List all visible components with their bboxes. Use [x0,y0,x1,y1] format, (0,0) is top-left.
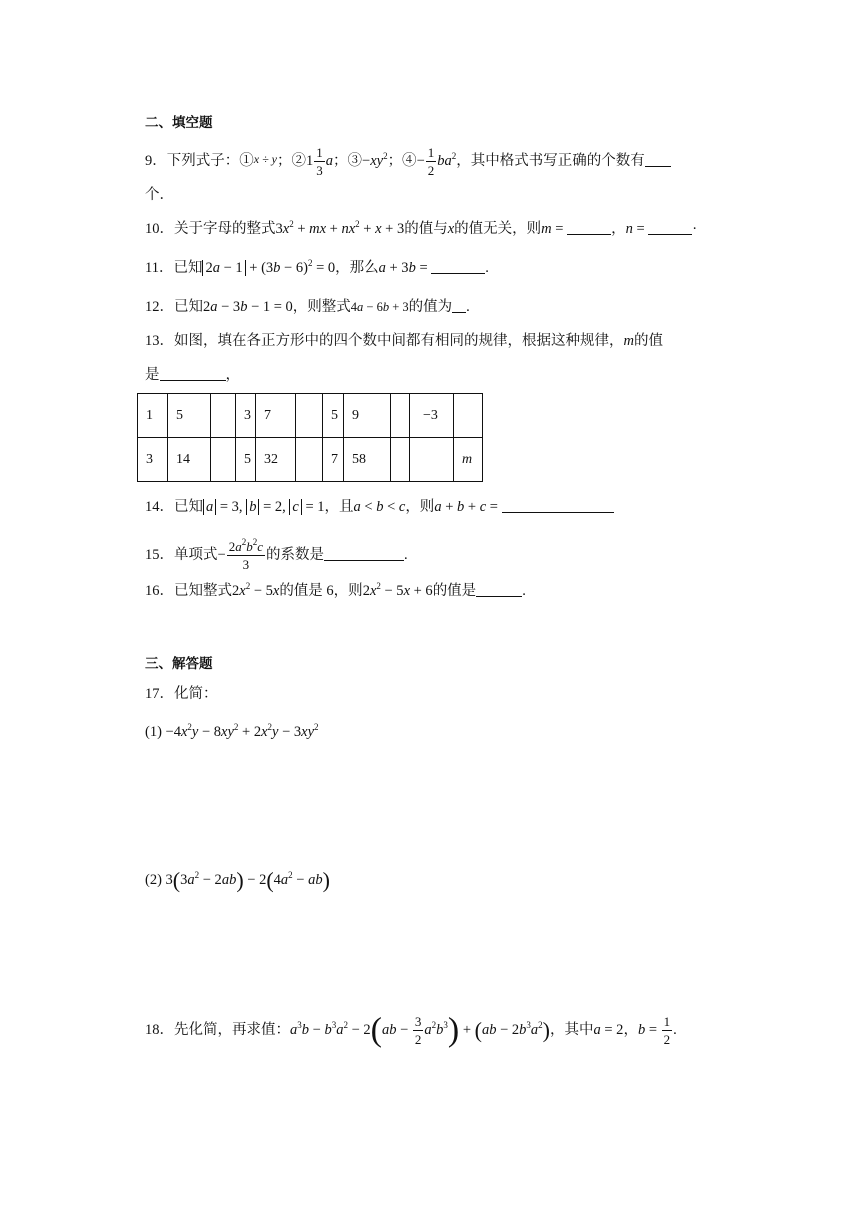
table-cell: 5 [168,394,211,438]
answer-blank [476,582,522,597]
answer-blank [645,152,671,167]
answer-blank [160,366,226,381]
table-cell [211,438,236,482]
table-cell: 5 [236,438,256,482]
answer-blank [452,298,466,313]
table-cell [211,394,236,438]
table-row [138,438,483,482]
table-cell: 1 [138,394,168,438]
table-cell: 3 [138,438,168,482]
section-heading-fill-in: 二、填空题 [145,115,213,131]
table-cell [296,438,323,482]
question-10: 10．关于字母的整式$3x^2$ + mx + $nx^2 + x + 3$的值与x的值无关，则m = ，n = · [145,219,698,237]
question-15: 15．单项式− $\frac{2a^2b^2c}{3}$ 的系数是 . [145,537,408,572]
table-cell: 7 [256,394,296,438]
answer-blank-m [567,220,611,235]
table-cell: −3 [410,394,454,438]
question-17-part1: $(1) -4x^2y - 8xy^2 + 2x^2y - 3xy^2$ [145,722,319,740]
table-cell: 9 [344,394,391,438]
table-cell [296,394,323,438]
question-13-line2: 是 ， [145,367,240,383]
table-cell: 14 [168,438,211,482]
section-heading-answer: 三、解答题 [145,656,213,672]
answer-blank [431,259,485,274]
question-11: 11．已知 $2a - 1 + (3b - 6)^2 = 0$，那么a + 3b = . [145,258,489,276]
table-cell: m [454,438,483,482]
question-14: 14．已知 a = 3, b = 2, c = 1，且a < b < c，则a + b + c = [145,497,614,517]
number-pattern-table [137,393,483,482]
table-cell: 5 [323,394,344,438]
table-cell: 58 [344,438,391,482]
table-cell [391,438,410,482]
table-cell: 3 [236,394,256,438]
question-18: 18．先化简，再求值：$a^3b - b^3a^2 - 2(ab$ − $\frac{3}{2}$ $a^2b^3) + (ab - 2b^3a^2)$，其中a = 2，b = $\frac{1}{2}$ . [145,1011,677,1049]
table-cell: 32 [256,438,296,482]
question-13: 13．如图，填在各正方形中的四个数中间都有相同的规律，根据这种规律，m的值 [145,333,663,349]
question-9: 9．下列式子：①x ÷ y；②1 $\frac{1}{3}$ a；$③-xy^2$；④− $\frac{1}{2}$ $ba^2$，其中格式书写正确的个数有 [145,146,671,177]
table-cell: 7 [323,438,344,482]
question-17: 17．化简： [145,686,218,702]
table-cell [391,394,410,438]
question-9-tail: 个． [145,187,174,203]
table-row [138,394,483,438]
answer-blank-n [648,220,692,235]
table-cell [454,394,483,438]
answer-blank [324,546,404,561]
question-12: 12．已知2a − 3b − 1 = 0，则整式4a − 6b + 3的值为 . [145,299,470,315]
answer-blank [502,498,614,513]
question-16: 16．已知整式$2x^2 - 5x$的值是 6，则$2x^2 - 5x + 6$的值是 . [145,581,526,599]
question-17-part2: (2) $3(3a^2 - 2ab) - 2(4a^2 - ab)$ [145,867,330,893]
table-cell [410,438,454,482]
